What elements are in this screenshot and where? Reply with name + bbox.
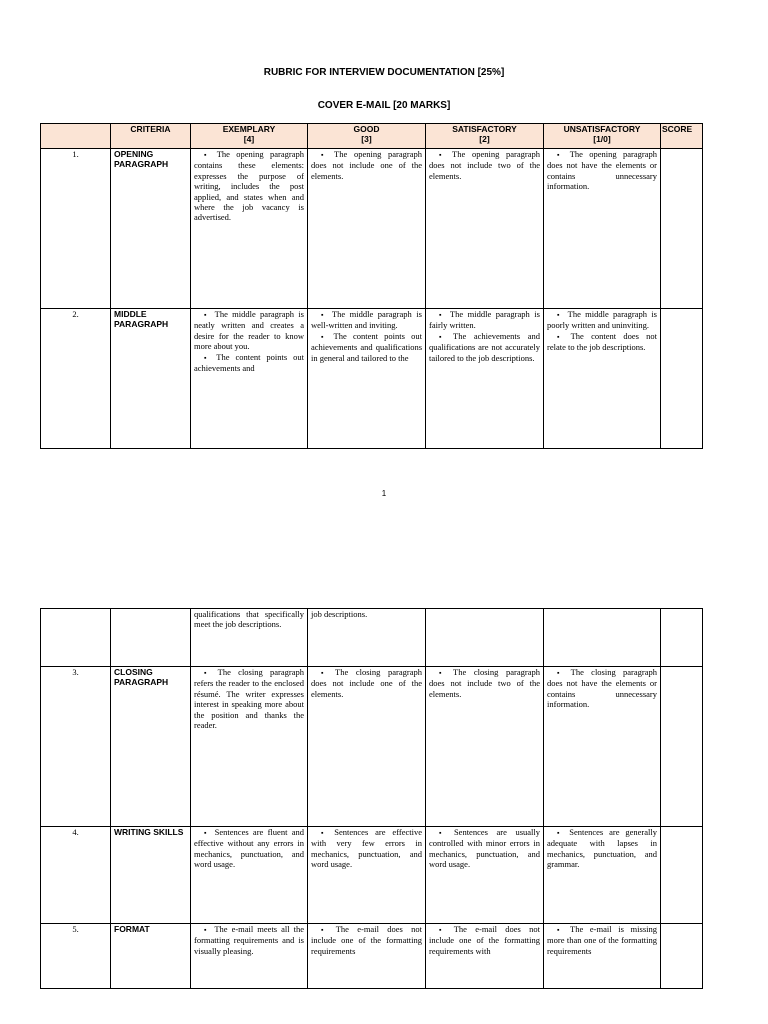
table-row: [41, 609, 703, 667]
exemplary-cell: ▪ The opening paragraph contains these elements: expresses the purpose of writing, includes the post applied, and states when and where the job vacancy is advertised.: [191, 149, 308, 309]
criteria-cell: MIDDLE PARAGRAPH: [111, 309, 191, 449]
row-number: 4.: [41, 827, 111, 924]
exemplary-cell: ▪ The middle paragraph is neatly written and creates a desire for the reader to know more about you. ▪ The content points out achievements and: [191, 309, 308, 449]
header-criteria: CRITERIA: [111, 124, 191, 149]
row-number: 5.: [41, 924, 111, 989]
exemplary-cell: ▪ The closing paragraph refers the reader to the enclosed résumé. The writer expresses interest in speaking more about the position and thanks the reader.: [191, 667, 308, 827]
good-cell: ▪ The opening paragraph does not include one of the elements.: [308, 149, 426, 309]
row-number: 3.: [41, 667, 111, 827]
unsatisfactory-cell: ▪ The e-mail is missing more than one of the formatting requirements: [544, 924, 661, 989]
document-title: RUBRIC FOR INTERVIEW DOCUMENTATION [25%]: [263, 67, 505, 78]
unsatisfactory-cell: [544, 609, 661, 667]
row-number: 1.: [41, 149, 111, 309]
good-cell: ▪ The closing paragraph does not include one of the elements.: [308, 667, 426, 827]
rubric-table-page-2: [40, 608, 703, 989]
header-exemplary: EXEMPLARY [4]: [191, 124, 308, 149]
table-header-row: [41, 124, 703, 149]
row-number: 2.: [41, 309, 111, 449]
exemplary-cell: ▪ The e-mail meets all the formatting requirements and is visually pleasing.: [191, 924, 308, 989]
satisfactory-cell: ▪ Sentences are usually controlled with minor errors in mechanics, punctuation, and word usage.: [426, 827, 544, 924]
score-cell: [661, 924, 703, 989]
satisfactory-cell: ▪ The middle paragraph is fairly written. ▪ The achievements and qualifications are not accurately tailored to the job descriptions.: [426, 309, 544, 449]
table-row: [41, 924, 703, 989]
header-score: SCORE: [661, 124, 703, 149]
good-cell: ▪ The e-mail does not include one of the formatting requirements: [308, 924, 426, 989]
unsatisfactory-cell: ▪ The closing paragraph does not have the elements or contains unnecessary information.: [544, 667, 661, 827]
rubric-table-page-1: [40, 123, 703, 449]
satisfactory-cell: ▪ The opening paragraph does not include two of the elements.: [426, 149, 544, 309]
score-cell: [661, 827, 703, 924]
criteria-cell: OPENING PARAGRAPH: [111, 149, 191, 309]
criteria-cell: CLOSING PARAGRAPH: [111, 667, 191, 827]
good-cell: ▪ Sentences are effective with very few errors in mechanics, punctuation, and word usage.: [308, 827, 426, 924]
table-row: [41, 309, 703, 449]
header-number: [41, 124, 111, 149]
exemplary-cell: ▪ Sentences are fluent and effective without any errors in mechanics, punctuation, and word usage.: [191, 827, 308, 924]
criteria-cell: [111, 609, 191, 667]
satisfactory-cell: ▪ The closing paragraph does not include two of the elements.: [426, 667, 544, 827]
good-cell: ▪ The middle paragraph is well-written and inviting. ▪ The content points out achievements and qualifications in general and tailored to the: [308, 309, 426, 449]
score-cell: [661, 309, 703, 449]
unsatisfactory-cell: ▪ The opening paragraph does not have the elements or contains unnecessary information.: [544, 149, 661, 309]
table-row: [41, 149, 703, 309]
score-cell: [661, 149, 703, 309]
satisfactory-cell: [426, 609, 544, 667]
criteria-cell: FORMAT: [111, 924, 191, 989]
satisfactory-cell: ▪ The e-mail does not include one of the formatting requirements with: [426, 924, 544, 989]
header-unsatisfactory: UNSATISFACTORY [1/0]: [544, 124, 661, 149]
unsatisfactory-cell: ▪ The middle paragraph is poorly written and uninviting. ▪ The content does not relate to the job descriptions.: [544, 309, 661, 449]
header-good: GOOD [3]: [308, 124, 426, 149]
table-row: [41, 827, 703, 924]
page-number: 1: [381, 489, 387, 498]
score-cell: [661, 609, 703, 667]
row-number: [41, 609, 111, 667]
unsatisfactory-cell: ▪ Sentences are generally adequate with lapses in mechanics, punctuation, and grammar.: [544, 827, 661, 924]
score-cell: [661, 667, 703, 827]
criteria-cell: WRITING SKILLS: [111, 827, 191, 924]
exemplary-cell: qualifications that specifically meet the job descriptions.: [191, 609, 308, 667]
header-satisfactory: SATISFACTORY [2]: [426, 124, 544, 149]
good-cell: job descriptions.: [308, 609, 426, 667]
document-subtitle: COVER E-MAIL [20 MARKS]: [317, 100, 451, 111]
table-row: [41, 667, 703, 827]
